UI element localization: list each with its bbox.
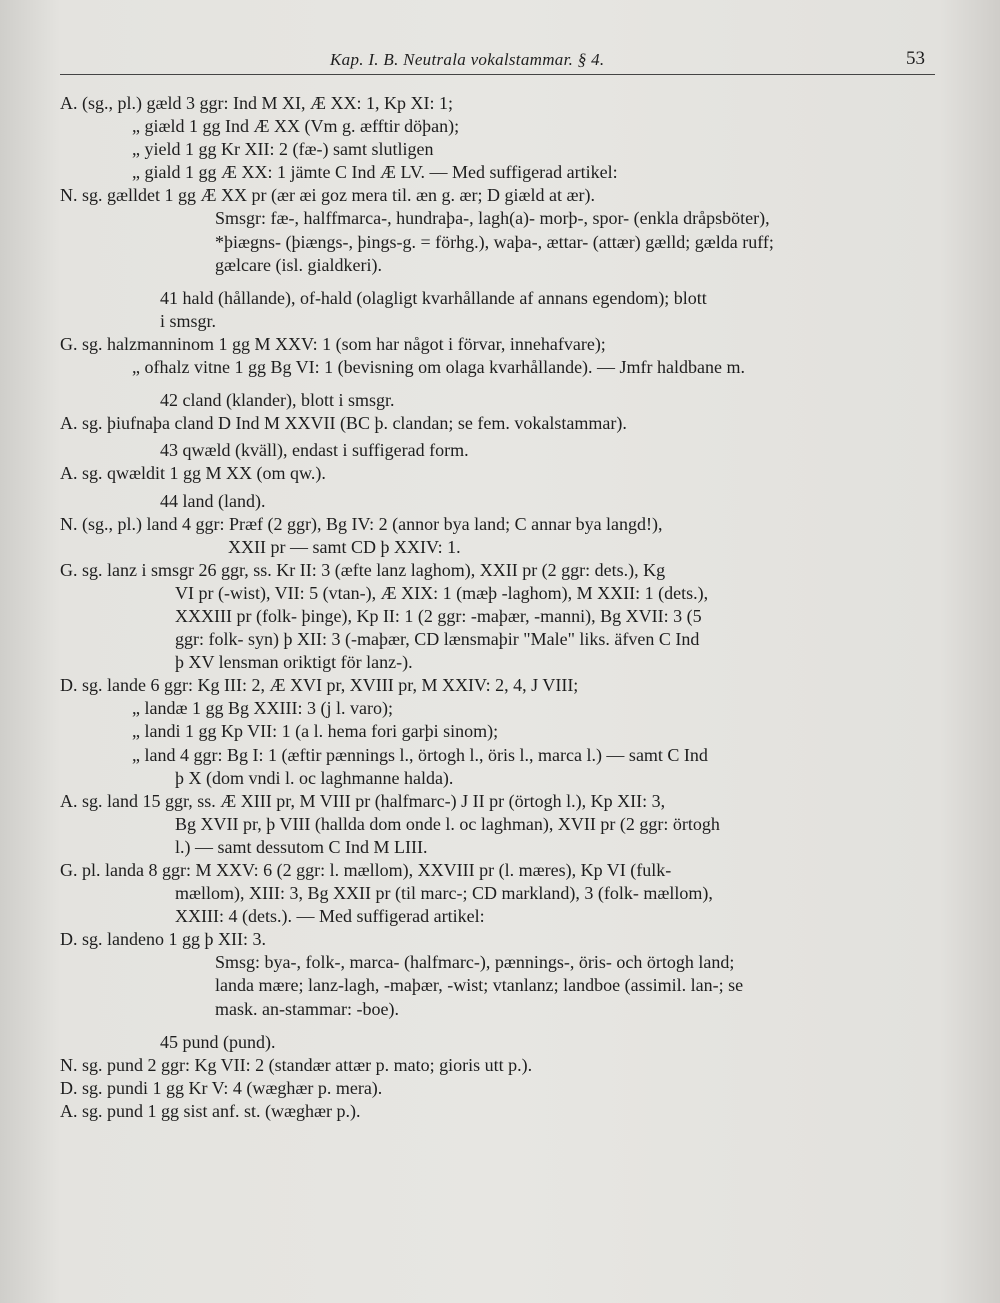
text-line: G. sg. lanz i smsgr 26 ggr, ss. Kr II: 3 (æfte lanz laghom), XXII pr (2 ggr: dets.), Kg	[60, 559, 666, 580]
text-line: A. sg. pund 1 gg sist anf. st. (wæghær p.).	[60, 1100, 361, 1121]
text-line: XXII pr — samt CD þ XXIV: 1.	[228, 536, 461, 557]
text-line: mællom), XIII: 3, Bg XXII pr (til marc-; CD markland), 3 (folk- mællom),	[175, 883, 713, 904]
text-line: „ land 4 ggr: Bg I: 1 (æftir pænnings l., örtogh l., öris l., marca l.) — samt C Ind	[132, 744, 708, 765]
text-line: N. sg. gælldet 1 gg Æ XX pr (ær æi goz mera til. æn g. ær; D giæld at ær).	[60, 185, 595, 206]
text-line: D. sg. lande 6 ggr: Kg III: 2, Æ XVI pr, XVIII pr, M XXIV: 2, 4, J VIII;	[60, 675, 579, 696]
text-line: „ giæld 1 gg Ind Æ XX (Vm g. æfftir döþan);	[132, 116, 460, 137]
body-text	[60, 92, 940, 1123]
text-line: G. sg. halzmanninom 1 gg M XXV: 1 (som har något i förvar, innehafvare);	[60, 333, 606, 354]
text-line: gælcare (isl. gialdkeri).	[215, 254, 382, 275]
text-line: A. sg. qwældit 1 gg M XX (om qw.).	[60, 463, 326, 484]
text-line: i smsgr.	[160, 310, 217, 331]
text-line: A. sg. land 15 ggr, ss. Æ XIII pr, M VIII pr (halfmarc-) J II pr (örtogh l.), Kp XII: 3,	[60, 790, 666, 811]
page-number: 53	[906, 48, 925, 69]
text-line: VI pr (-wist), VII: 5 (vtan-), Æ XIX: 1 (mæþ -laghom), M XXII: 1 (dets.),	[175, 582, 709, 603]
text-line: G. pl. landa 8 ggr: M XXV: 6 (2 ggr: l. mællom), XXVIII pr (l. mæres), Kp VI (fulk-	[60, 860, 672, 880]
text-line: Smsg: bya-, folk-, marca- (halfmarc-), pænnings-, öris- och örtogh land;	[215, 952, 735, 973]
text-line: A. (sg., pl.) gæld 3 ggr: Ind M XI, Æ XX: 1, Kp XI: 1;	[60, 93, 453, 113]
text-line: l.) — samt dessutom C Ind M LIII.	[175, 836, 428, 857]
text-line: þ X (dom vndi l. oc laghmanne halda).	[175, 767, 454, 788]
text-line: D. sg. landeno 1 gg þ XII: 3.	[60, 929, 266, 950]
text-line: Bg XVII pr, þ VIII (hallda dom onde l. oc laghman), XVII pr (2 ggr: örtogh	[175, 813, 720, 834]
entry-heading: 45 pund (pund).	[160, 1031, 276, 1052]
text-line: þ XV lensman oriktigt för lanz-).	[175, 652, 413, 673]
text-line: „ yield 1 gg Kr XII: 2 (fæ-) samt slutligen	[132, 139, 434, 160]
entry-heading: 44 land (land).	[160, 490, 266, 511]
text-line: N. sg. pund 2 ggr: Kg VII: 2 (standær attær p. mato; gioris utt p.).	[60, 1054, 533, 1075]
running-head: Kap. I. B. Neutrala vokalstammar. § 4.	[330, 50, 605, 69]
text-line: „ ofhalz vitne 1 gg Bg VI: 1 (bevisning om olaga kvarhållande). — Jmfr haldbane m.	[132, 357, 746, 378]
text-line: ggr: folk- syn) þ XII: 3 (-maþær, CD lænsmaþir "Male" liks. äfven C Ind	[175, 629, 700, 650]
text-line: A. sg. þiufnaþa cland D Ind M XXVII (BC þ. clandan; se fem. vokalstammar).	[60, 413, 627, 434]
text-line: N. (sg., pl.) land 4 ggr: Præf (2 ggr), Bg IV: 2 (annor bya land; C annar bya langd!),	[60, 513, 663, 534]
entry-heading: 43 qwæld (kväll), endast i suffigerad form.	[160, 440, 469, 461]
text-line: Smsgr: fæ-, halffmarca-, hundraþa-, lagh(a)- morþ-, spor- (enkla dråpsböter),	[215, 208, 770, 229]
text-line: mask. an-stammar: -boe).	[215, 998, 399, 1019]
text-line: landa mære; lanz-lagh, -maþær, -wist; vtanlanz; landboe (assimil. lan-; se	[215, 975, 744, 996]
text-line: „ giald 1 gg Æ XX: 1 jämte C Ind Æ LV. — Med suffigerad artikel:	[132, 162, 618, 183]
text-line: XXXIII pr (folk- þinge), Kp II: 1 (2 ggr: -maþær, -manni), Bg XVII: 3 (5	[175, 605, 702, 626]
entry-heading: 41 hald (hållande), of-hald (olagligt kvarhållande af annans egendom); blott	[160, 287, 707, 308]
entry-heading: 42 cland (klander), blott i smsgr.	[160, 390, 395, 411]
text-line: D. sg. pundi 1 gg Kr V: 4 (wæghær p. mera).	[60, 1077, 383, 1098]
text-line: *þiægns- (þiængs-, þings-g. = förhg.), waþa-, ættar- (attær) gælld; gælda ruff;	[215, 231, 774, 252]
text-line: „ landæ 1 gg Bg XXIII: 3 (j l. varo);	[132, 698, 393, 719]
text-line: „ landi 1 gg Kp VII: 1 (a l. hema fori garþi sinom);	[132, 721, 499, 742]
text-line: XXIII: 4 (dets.). — Med suffigerad artikel:	[175, 906, 485, 927]
page-header	[60, 48, 935, 75]
